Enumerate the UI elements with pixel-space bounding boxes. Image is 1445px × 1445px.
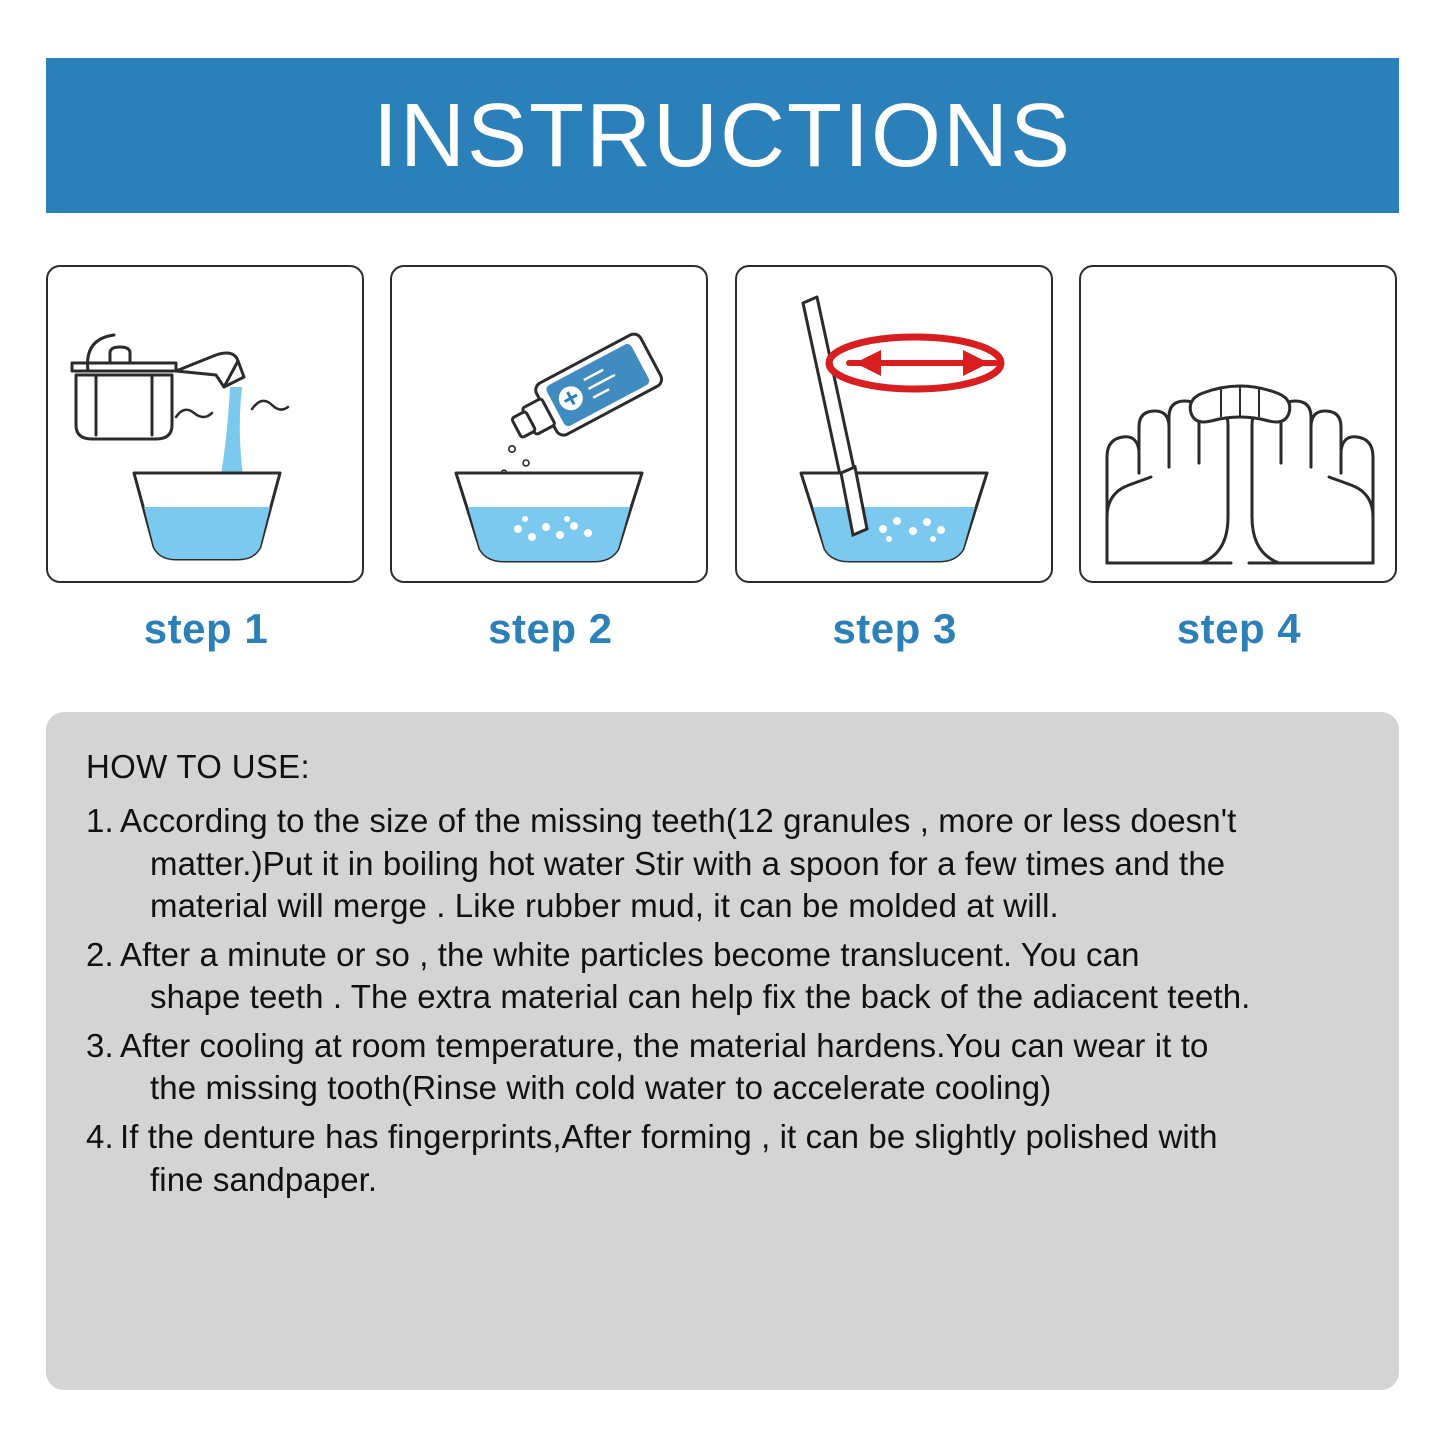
list-item-line: According to the size of the missing teeth(12 granules , more or less doesn't xyxy=(120,802,1237,839)
step-3-illustration-box xyxy=(735,265,1053,583)
list-item-number: 2. xyxy=(86,935,114,973)
list-item-line: After a minute or so , the white particles become translucent. You can xyxy=(120,935,1140,973)
how-to-use-list xyxy=(86,800,1359,1201)
list-item-text xyxy=(120,934,1359,1019)
header-bar xyxy=(46,58,1399,213)
step-4-label: step 4 xyxy=(1176,605,1302,652)
list-item-number: 1. xyxy=(86,802,114,839)
step-2-label: step 2 xyxy=(488,605,613,652)
list-item-number: 4. xyxy=(86,1117,114,1155)
list-item xyxy=(86,800,1359,928)
list-item-text xyxy=(120,800,1359,928)
how-to-use-panel xyxy=(46,712,1399,1390)
list-item xyxy=(86,1025,1359,1110)
list-item-text xyxy=(120,1025,1359,1110)
step-3-label: step 3 xyxy=(832,605,957,652)
list-item-line: the missing tooth(Rinse with cold water to accelerate cooling) xyxy=(150,1069,1052,1107)
step-2-illustration-box xyxy=(390,265,708,583)
hands-molding-denture-icon xyxy=(1081,267,1397,583)
step-1-illustration-box xyxy=(46,265,364,583)
list-item-text xyxy=(120,1116,1359,1201)
granule-bottle-pouring-into-bowl-icon xyxy=(392,267,708,583)
kettle-pouring-water-into-bowl-icon xyxy=(48,267,364,583)
list-item-line: fine sandpaper. xyxy=(150,1160,378,1198)
step-4-illustration-box xyxy=(1079,265,1397,583)
list-item-line: After cooling at room temperature, the material hardens.You can wear it to xyxy=(120,1026,1209,1064)
step-2 xyxy=(390,265,710,653)
step-1-label: step 1 xyxy=(143,605,269,652)
step-1 xyxy=(46,265,366,653)
list-item-line: material will merge . Like rubber mud, it can be molded at will. xyxy=(150,887,1059,925)
how-to-use-title: HOW TO USE: xyxy=(86,748,310,785)
list-item xyxy=(86,934,1359,1019)
list-item xyxy=(86,1116,1359,1201)
stirring-spoon-in-bowl-icon xyxy=(737,267,1053,583)
list-item-line: If the denture has fingerprints,After forming , it can be slightly polished with xyxy=(120,1117,1218,1155)
page-title: INSTRUCTIONS xyxy=(373,85,1072,186)
list-item-number: 3. xyxy=(86,1026,114,1064)
step-3 xyxy=(735,265,1055,653)
steps-row xyxy=(46,265,1399,653)
list-item-line: matter.)Put it in boiling hot water Stir with a spoon for a few times and the xyxy=(150,844,1226,882)
step-4 xyxy=(1079,265,1399,653)
list-item-line: shape teeth . The extra material can help fix the back of the adiacent teeth. xyxy=(150,978,1251,1016)
